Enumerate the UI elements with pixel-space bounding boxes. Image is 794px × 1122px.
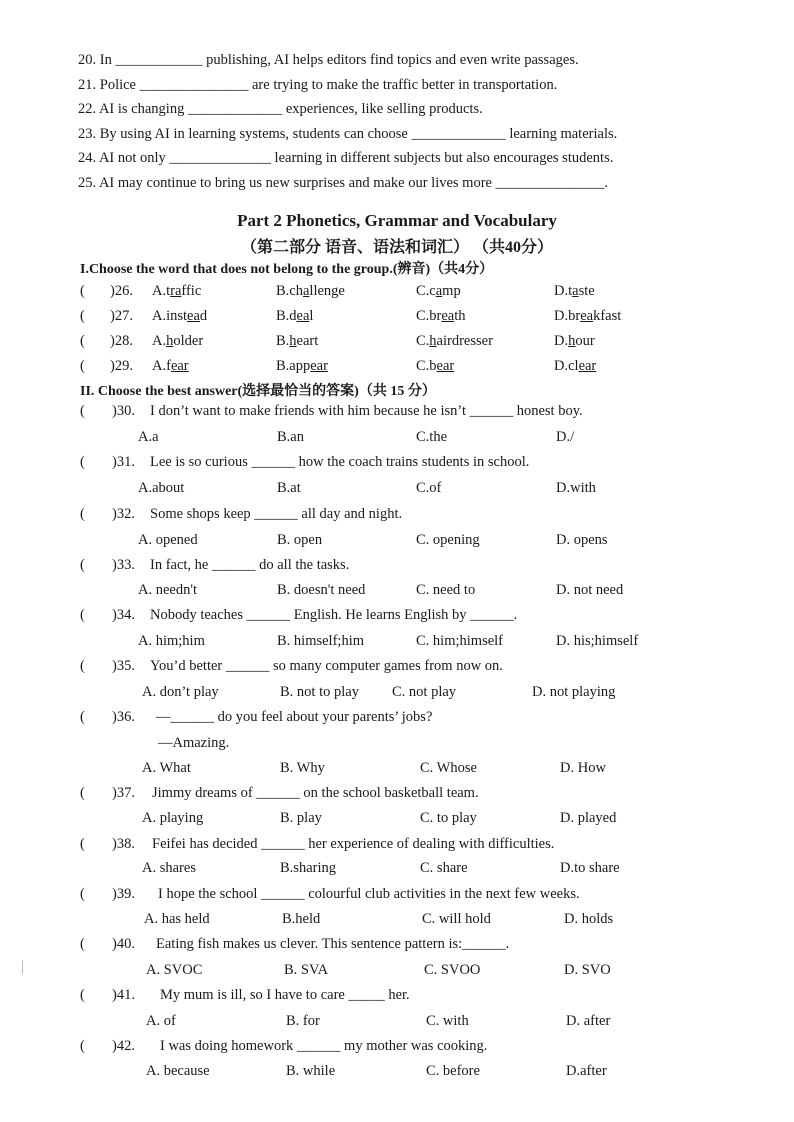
option-b: B. not to play [280, 684, 359, 700]
part-title: Part 2 Phonetics, Grammar and Vocabulary [237, 211, 557, 230]
options-30 [80, 429, 720, 449]
answer-bracket: ( [80, 836, 85, 852]
option-c: C. with [426, 1013, 469, 1029]
answer-bracket: ( [80, 283, 85, 299]
option-a: A. him;him [138, 633, 205, 649]
options-34 [80, 633, 720, 653]
fill-in-question-23: 23. By using AI in learning systems, students can choose _____________ learning materials. [78, 126, 618, 142]
option-d: D. SVO [564, 962, 611, 978]
fill-in-question-20: 20. In ____________ publishing, AI helps editors find topics and even write passages. [78, 52, 579, 68]
option-b: B. Why [280, 760, 325, 776]
option-b: B.heart [276, 333, 319, 349]
grammar-question-34 [80, 607, 720, 627]
option-b: B.appear [276, 358, 328, 374]
option-d: D.to share [560, 860, 620, 876]
answer-bracket: ( [80, 506, 85, 522]
question-stem: In fact, he ______ do all the tasks. [150, 557, 350, 573]
option-d: D.breakfast [554, 308, 622, 324]
option-d: D.with [556, 480, 596, 496]
scan-mark [22, 960, 23, 974]
dialogue-answer-line: —Amazing. [158, 735, 230, 751]
option-c: C. share [420, 860, 468, 876]
section-1-heading: I.Choose the word that does not belong to the group.(辨音)（共4分） [80, 262, 494, 277]
part-subtitle: （第二部分 语音、语法和词汇） （共40分） [240, 239, 553, 256]
answer-bracket: ( [80, 658, 85, 674]
answer-bracket: ( [80, 358, 85, 374]
option-a: A. SVOC [146, 962, 203, 978]
question-stem: I was doing homework ______ my mother was cooking. [160, 1038, 488, 1054]
option-a: A. needn't [138, 582, 197, 598]
question-number: )38. [112, 836, 135, 852]
option-b: B.deal [276, 308, 314, 324]
options-38 [80, 860, 720, 880]
option-d: D.after [566, 1063, 607, 1079]
question-stem: Eating fish makes us clever. This sentence pattern is:______. [156, 936, 510, 952]
option-a: A.fear [152, 358, 189, 374]
question-number: )32. [112, 506, 135, 522]
question-number: )35. [112, 658, 135, 674]
phonetics-question-28 [80, 333, 720, 353]
option-b: B. doesn't need [277, 582, 366, 598]
phonetics-question-26 [80, 283, 720, 303]
question-number: )37. [112, 785, 135, 801]
option-d: D. after [566, 1013, 611, 1029]
option-c: C. opening [416, 532, 480, 548]
option-a: A. opened [138, 532, 198, 548]
answer-bracket: ( [80, 333, 85, 349]
question-stem: Nobody teaches ______ English. He learns English by ______. [150, 607, 518, 623]
grammar-question-39 [80, 886, 720, 906]
question-number: )42. [112, 1038, 135, 1054]
option-b: B.challenge [276, 283, 345, 299]
grammar-question-32 [80, 506, 720, 526]
option-c: C. before [426, 1063, 480, 1079]
option-b: B. open [277, 532, 323, 548]
options-36 [80, 760, 720, 780]
grammar-question-40 [80, 936, 720, 956]
option-b: B. for [286, 1013, 320, 1029]
option-d: D. not playing [532, 684, 616, 700]
question-stem: —______ do you feel about your parents’ jobs? [156, 709, 433, 725]
question-number: )28. [110, 333, 133, 349]
grammar-question-33 [80, 557, 720, 577]
option-d: D. not need [556, 582, 624, 598]
option-a: A. because [146, 1063, 210, 1079]
options-41 [80, 1013, 720, 1033]
option-c: C. not play [392, 684, 457, 700]
options-42 [80, 1063, 720, 1083]
fill-in-question-21: 21. Police _______________ are trying to make the traffic better in transportation. [78, 77, 558, 93]
option-d: D./ [556, 429, 575, 445]
question-number: )29. [110, 358, 133, 374]
option-b: B. play [280, 810, 322, 826]
answer-bracket: ( [80, 403, 85, 419]
option-b: B.an [277, 429, 304, 445]
options-39 [80, 911, 720, 931]
question-number: )34. [112, 607, 135, 623]
grammar-question-30 [80, 403, 720, 423]
option-d: D.hour [554, 333, 595, 349]
fill-in-question-25: 25. AI may continue to bring us new surprises and make our lives more _______________. [78, 175, 608, 191]
option-d: D. holds [564, 911, 614, 927]
option-a: A. don’t play [142, 684, 219, 700]
option-c: C.breath [416, 308, 466, 324]
option-d: D.taste [554, 283, 595, 299]
answer-bracket: ( [80, 886, 85, 902]
option-c: C. him;himself [416, 633, 503, 649]
question-stem: Jimmy dreams of ______ on the school basketball team. [152, 785, 479, 801]
question-number: )41. [112, 987, 135, 1003]
question-stem: My mum is ill, so I have to care _____ her. [160, 987, 410, 1003]
question-number: )27. [110, 308, 133, 324]
option-a: A.a [138, 429, 159, 445]
answer-bracket: ( [80, 785, 85, 801]
options-32 [80, 532, 720, 552]
answer-bracket: ( [80, 607, 85, 623]
phonetics-question-27 [80, 308, 720, 328]
option-c: C.camp [416, 283, 461, 299]
question-number: )40. [112, 936, 135, 952]
option-a: A. shares [142, 860, 196, 876]
option-c: C. need to [416, 582, 476, 598]
question-number: )26. [110, 283, 133, 299]
option-c: C.bear [416, 358, 455, 374]
grammar-question-41 [80, 987, 720, 1007]
question-number: )39. [112, 886, 135, 902]
option-a: A. What [142, 760, 191, 776]
options-33 [80, 582, 720, 602]
section-2-heading: II. Choose the best answer(选择最恰当的答案)（共 15 分） [80, 384, 436, 399]
option-b: B. SVA [284, 962, 329, 978]
option-c: C. SVOO [424, 962, 481, 978]
question-stem: Feifei has decided ______ her experience of dealing with difficulties. [152, 836, 555, 852]
grammar-question-38 [80, 836, 720, 856]
grammar-question-42 [80, 1038, 720, 1058]
option-b: B.held [282, 911, 321, 927]
phonetics-question-29 [80, 358, 720, 378]
question-number: )31. [112, 454, 135, 470]
answer-bracket: ( [80, 308, 85, 324]
grammar-question-31 [80, 454, 720, 474]
option-a: A.traffic [152, 283, 202, 299]
question-stem: Some shops keep ______ all day and night. [150, 506, 403, 522]
grammar-question-37 [80, 785, 720, 805]
option-a: A. playing [142, 810, 204, 826]
option-c: C.of [416, 480, 442, 496]
question-stem: I don’t want to make friends with him because he isn’t ______ honest boy. [150, 403, 583, 419]
option-c: C.the [416, 429, 448, 445]
question-number: )36. [112, 709, 135, 725]
fill-in-question-24: 24. AI not only ______________ learning in different subjects but also encourages students. [78, 150, 614, 166]
answer-bracket: ( [80, 557, 85, 573]
answer-bracket: ( [80, 454, 85, 470]
option-b: B.sharing [280, 860, 336, 876]
option-a: A. has held [144, 911, 210, 927]
options-35 [80, 684, 720, 704]
question-stem: Lee is so curious ______ how the coach trains students in school. [150, 454, 530, 470]
option-c: C. to play [420, 810, 477, 826]
question-stem: I hope the school ______ colourful club activities in the next few weeks. [158, 886, 580, 902]
answer-bracket: ( [80, 936, 85, 952]
options-40 [80, 962, 720, 982]
option-b: B. himself;him [277, 633, 364, 649]
grammar-question-35 [80, 658, 720, 678]
option-a: A.instead [152, 308, 208, 324]
answer-bracket: ( [80, 1038, 85, 1054]
option-c: C. Whose [420, 760, 477, 776]
answer-bracket: ( [80, 987, 85, 1003]
fill-in-question-22: 22. AI is changing _____________ experiences, like selling products. [78, 101, 483, 117]
options-31 [80, 480, 720, 500]
option-b: B. while [286, 1063, 336, 1079]
question-number: )30. [112, 403, 135, 419]
option-d: D. his;himself [556, 633, 639, 649]
question-stem: You’d better ______ so many computer games from now on. [150, 658, 503, 674]
option-a: A.holder [152, 333, 204, 349]
option-a: A. of [146, 1013, 176, 1029]
option-c: C.hairdresser [416, 333, 493, 349]
option-d: D. How [560, 760, 606, 776]
options-37 [80, 810, 720, 830]
grammar-question-36 [80, 709, 720, 729]
question-number: )33. [112, 557, 135, 573]
option-a: A.about [138, 480, 185, 496]
option-d: D. played [560, 810, 617, 826]
option-c: C. will hold [422, 911, 491, 927]
answer-bracket: ( [80, 709, 85, 725]
option-d: D. opens [556, 532, 608, 548]
option-d: D.clear [554, 358, 597, 374]
option-b: B.at [277, 480, 301, 496]
